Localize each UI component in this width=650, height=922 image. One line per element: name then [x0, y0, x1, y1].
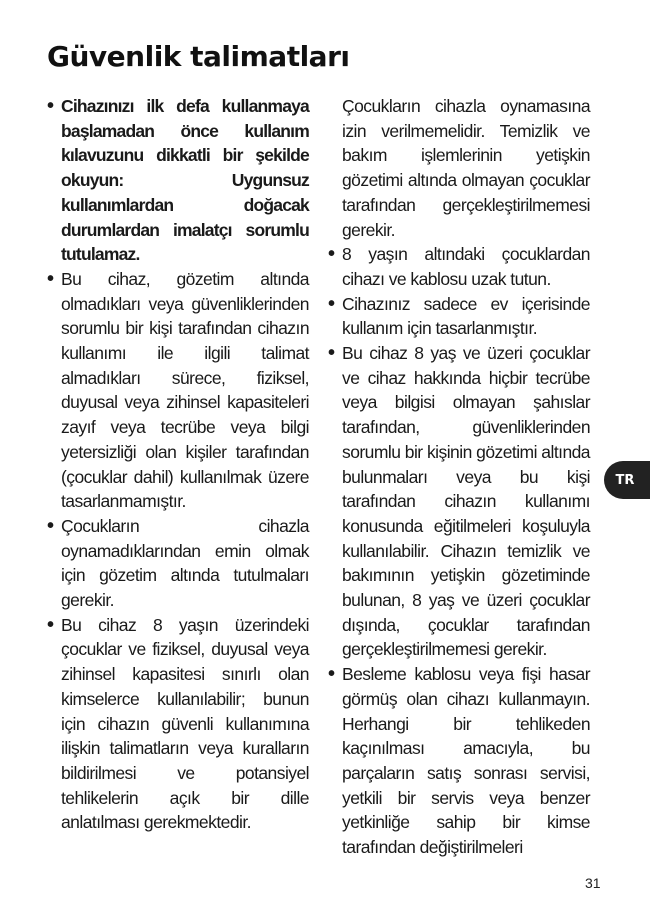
continuation-text: Çocukların cihazla oynamasına izin verilmemelidir. Temizlik ve bakım işlemlerinin yetişkin gözetimi altında olmayan çocuklar tarafından gerçekleştirilmemesi gerekir.: [342, 96, 590, 240]
list-item: [328, 662, 590, 860]
right-column: [328, 94, 590, 860]
list-item: [328, 242, 590, 291]
bullet-icon: •: [328, 663, 335, 686]
list-item-text: Bu cihaz 8 yaşın üzerindeki çocuklar ve fiziksel, duyusal veya zihinsel kapasitesi sınırlı olan kimselerce kullanılabilir; bunun için cihazın güvenli kullanımına ilişkin talimatların veya kuralların bildirilmesi ve potansiyel tehlikelerin açık bir dille anlatılması gerekmektedir.: [61, 614, 309, 833]
list-item-text: Cihazınız sadece ev içerisinde kullanım için tasarlanmıştır.: [342, 293, 590, 339]
list-item-text: 8 yaşın altındaki çocuklardan cihazı ve kablosu uzak tutun.: [342, 244, 590, 289]
page-title: Güvenlik talimatları: [47, 40, 350, 73]
list-item: [47, 514, 309, 613]
list-item-text: Cihazınızı ilk defa kullanmaya başlamadan önce kullanım kılavuzunu dikkatli bir şekilde okuyun: Uygunsuz kullanımlardan doğacak durumlardan imalatçı sorumlu tutulamaz.: [61, 96, 309, 265]
bullet-icon: •: [47, 613, 54, 636]
list-item-text: Çocukların cihazla oynamadıklarından emin olmak için gözetim altında tutulmaları gerekir.: [61, 515, 309, 611]
list-item: [328, 341, 590, 662]
list-item: [328, 292, 590, 341]
bullet-icon: •: [47, 267, 54, 290]
bullet-icon: •: [328, 243, 335, 266]
list-item: [47, 613, 309, 835]
list-item-text: Bu cihaz 8 yaş ve üzeri çocuklar ve cihaz hakkında hiçbir tecrübe veya bilgisi olmayan şahıslar tarafından, güvenliklerinden sorumlu bir kişinin gözetimi altında bulunmaları veya bu kişi tarafından cihazın kullanımı konusunda eğitilmeleri koşuluyla kullanılabilir. Cihazın temizlik ve bakımının yetişkin gözetiminde bulunan, 8 yaş ve üzeri çocuklar dışında, çocuklar tarafından gerçekleştirilmemesi gerekir.: [342, 343, 590, 660]
left-column: [47, 94, 309, 835]
list-item-text: Bu cihaz, gözetim altında olmadıkları veya güvenliklerinden sorumlu bir kişi tarafından cihazın kullanımı ile ilgili talimat almadıkları sürece, fiziksel, duyusal veya zihinsel kapasiteleri zayıf veya tecrübe veya bilgi yetersizliği olan kişiler tarafından (çocuklar dahil) kullanılmak üzere tasarlanmamıştır.: [61, 268, 309, 512]
language-tab: TR: [604, 461, 650, 499]
page-number: 31: [585, 875, 601, 891]
list-item: [47, 267, 309, 514]
bullet-icon: •: [328, 292, 335, 315]
bullet-icon: •: [328, 342, 335, 365]
bullet-icon: •: [47, 95, 54, 117]
continuation-paragraph: [328, 94, 590, 242]
list-item-text: Besleme kablosu veya fişi hasar görmüş olan cihazı kullanmayın. Herhangi bir tehlikeden kaçınılması amacıyla, bu parçaların satış sonrası servisi, yetkili bir servis veya benzer yetkinliğe sahip bir kimse tarafından değiştirilmeleri: [342, 664, 590, 858]
list-item: [47, 94, 309, 267]
bullet-icon: •: [47, 514, 54, 537]
